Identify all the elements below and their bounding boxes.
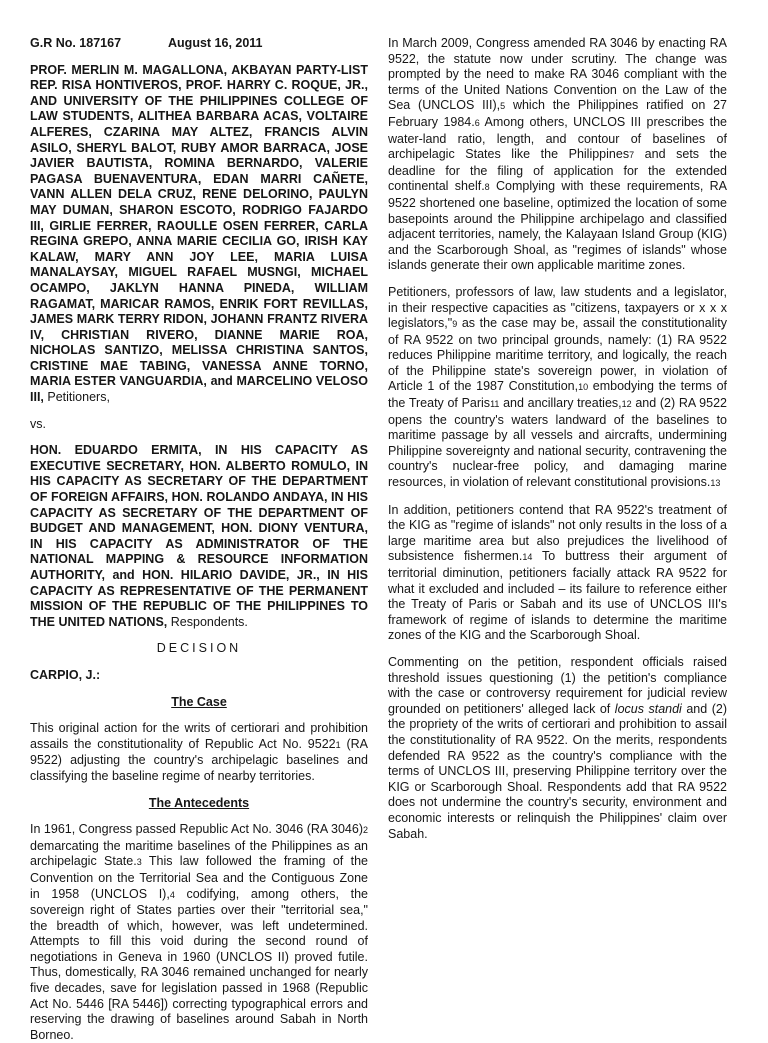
respondents-block (30, 443, 368, 630)
paragraph-antecedents-2 (388, 36, 727, 274)
text-run: and (2) RA 9522 opens the country's waters landward of the baselines to maritime passage by all vessels and aircrafts, undermining Philippine sovereignty and national security, contravening the country's nuclear-free policy, and damaging marine resources, in violation of relevant constitutional provisions. (388, 396, 727, 490)
footnote-ref: 10 (578, 382, 589, 393)
versus: vs. (30, 416, 46, 431)
text-run: This law followed the framing of the Convention on the Territorial Sea and the Contiguous Zone in 1958 (UNCLOS I), (30, 854, 368, 901)
text-run: (RA 9522) adjusting the country's archipelagic baselines and classifying the baseline regime of nearby territories. (30, 736, 368, 783)
footnote-ref: 1 (335, 739, 341, 750)
paragraph-antecedents-5 (388, 655, 727, 842)
text-run: This original action for the writs of certiorari and prohibition assails the constitutionality of Republic Act No. 9522 (30, 721, 368, 751)
footnote-ref: 5 (500, 101, 506, 112)
footnote-ref: 4 (169, 889, 175, 900)
text-run: as the case may be, assail the constitutionality of RA 9522 on two principal grounds, namely: (1) RA 9522 reduces Philippine maritime territory, and logically, the reach of the Philippine state's sovereign power, in violation of Article 1 of the 1987 Constitution, (388, 316, 727, 394)
text-run: embodying the terms of the Treaty of Paris (388, 379, 727, 411)
text-run: Among others, UNCLOS III prescribes the water-land ratio, length, and contour of baselines of archipelagic States like the Philippines (388, 114, 727, 162)
footnote-ref: 12 (621, 399, 632, 410)
text-run: In 1961, Congress passed Republic Act No. 3046 (RA 3046) (30, 822, 363, 837)
footnote-ref: 2 (362, 825, 368, 836)
ponente: CARPIO, J.: (30, 667, 101, 682)
heading-the-case: The Case (171, 694, 227, 709)
text-run: which the Philippines ratified on 27 February 1984. (388, 98, 727, 129)
case-header (30, 36, 368, 52)
footnote-ref: 8 (484, 182, 490, 193)
paragraph-antecedents-3 (388, 285, 727, 492)
case-number: G.R No. 187167 (30, 36, 122, 50)
text-run: and ancillary treaties, (499, 396, 622, 411)
text-run: and sets the deadline for the filing of application for the extended continental shelf. (388, 147, 728, 194)
decision-title: DECISION (156, 641, 242, 656)
right-column (388, 36, 727, 842)
petitioners-block (30, 63, 368, 406)
paragraph-the-case (30, 721, 368, 784)
case-date: August 16, 2011 (168, 36, 263, 50)
italic-term: locus standi (614, 701, 682, 716)
paragraph-antecedents-4 (388, 503, 727, 644)
text-run: Commenting on the petition, respondent officials raised threshold issues questioning (1) the petition's compliance with the case or controversy requirement for judicial review grounded on petitioners' alleged lack of (388, 654, 727, 716)
text-run: In addition, petitioners contend that RA 9522's treatment of the KIG as "regime of islands" not only results in the loss of a large maritime area but also prejudices the livelihood of subsistence fishermen. (388, 502, 727, 564)
paragraph-antecedents-1 (30, 822, 368, 1043)
footnote-ref: 14 (522, 552, 533, 563)
heading-antecedents: The Antecedents (148, 795, 250, 810)
text-run: To buttress their argument of territorial diminution, petitioners facially attack RA 9522 for what it excluded and included – its failure to reference either the Treaty of Paris or Sabah and its use of UNCLOS III's framework of regime of islands to determine the maritime zones of the KIG and the Scarborough Shoal. (388, 549, 727, 643)
respondents-names: HON. EDUARDO ERMITA, IN HIS CAPACITY AS EXECUTIVE SECRETARY, HON. ALBERTO ROMULO, IN HIS CAPACITY AS SECRETARY OF THE DEPARTMENT OF FOREIGN AFFAIRS, HON. ROLANDO ANDAYA, IN HIS CAPACITY AS SECRETARY OF THE DEPARTMENT OF BUDGET AND MANAGEMENT, HON. DIONY VENTURA, IN HIS CAPACITY AS ADMINISTRATOR OF THE NATIONAL MAPPING & RESOURCE INFORMATION AUTHORITY, and HON. HILARIO DAVIDE, JR., IN HIS CAPACITY AS REPRESENTATIVE OF THE PERMANENT MISSION OF THE REPUBLIC OF THE PHILIPPINES TO THE UNITED NATIONS, (30, 443, 368, 629)
respondents-role: Respondents. (170, 614, 248, 629)
footnote-ref: 6 (474, 117, 480, 128)
petitioners-names: PROF. MERLIN M. MAGALLONA, AKBAYAN PARTY-LIST REP. RISA HONTIVEROS, PROF. HARRY C. ROQUE, JR., AND UNIVERSITY OF THE PHILIPPINES COLLEGE OF LAW STUDENTS, ALITHEA BARBARA ACAS, VOLTAIRE ALFERES, CZARINA MAY ALTEZ, FRANCIS ALVIN ASILO, SHERYL BALOT, RUBY AMOR BARRACA, JOSE JAVIER BAUTISTA, ROMINA BERNARDO, VALERIE PAGASA BUENAVENTURA, EDAN MARRI CAÑETE, VANN ALLEN DELA CRUZ, RENE DELORINO, PAULYN MAY DUMAN, SHARON ESCOTO, RODRIGO FAJARDO III, GIRLIE FERRER, RAOULLE OSEN FERRER, CARLA REGINA GREPO, ANNA MARIE CECILIA GO, IRISH KAY KALAW, MARY ANN JOY LEE, MARIA LUISA MANALAYSAY, MIGUEL RAFAEL MUSNGI, MICHAEL OCAMPO, JAKLYN HANNA PINEDA, WILLIAM RAGAMAT, MARICAR RAMOS, ENRIK FORT REVILLAS, JAMES MARK TERRY RIDON, JOHANN FRANTZ RIVERA IV, CHRISTIAN RIVERO, DIANNE MARIE ROA, NICHOLAS SANTIZO, MELISSA CHRISTINA SANTOS, CRISTINE MAE TABING, VANESSA ANNE TORNO, MARIA ESTER VANGUARDIA, and MARCELINO VELOSO III, (30, 62, 368, 405)
petitioners-role: Petitioners, (47, 390, 110, 405)
footnote-ref: 3 (136, 857, 142, 868)
text-run: Petitioners, professors of law, law students and a legislator, in their respective capacities as "citizens, taxpayers or x x x legislators," (388, 284, 727, 331)
text-run: and (2) the propriety of the writs of certiorari and prohibition to assail the constitutionality of RA 9522. On the merits, respondents defended RA 9522 as the country's compliance with the terms of UNCLOS III, preserving Philippine territory over the KIG or Scarborough Shoal. Respondents add that RA 9522 does not undermine the country's security, environment and economic interests or relinquish the Philippines' claim over Sabah. (388, 701, 727, 841)
text-run: demarcating the maritime baselines of the Philippines as an archipelagic State. (30, 838, 368, 869)
footnote-ref: 7 (629, 150, 635, 161)
footnote-ref: 11 (490, 399, 500, 410)
footnote-ref: 9 (452, 319, 458, 330)
text-run: In March 2009, Congress amended RA 3046 by enacting RA 9522, the statute now under scrutiny. The change was prompted by the need to make RA 3046 compliant with the terms of the United Nations Convention on the Law of the Sea (UNCLOS III), (388, 36, 727, 113)
left-column (30, 36, 368, 1043)
text-run: codifying, among others, the sovereign right of States parties over their "territorial sea," the breadth of which, however, was left undetermined. Attempts to fill this void during the second round of negotiations in Geneva in 1960 (UNCLOS II) proved futile. Thus, domestically, RA 3046 remained unchanged for nearly five decades, save for legislation passed in 1968 (Republic Act No. 5446 [RA 5446]) correcting typographical errors and reserving the drawing of baselines around Sabah in North Borneo. (30, 886, 368, 1042)
text-run: Complying with these requirements, RA 9522 shortened one baseline, optimized the location of some basepoints around the Philippine archipelago and classified adjacent territories, namely, the Kalayaan Island Group (KIG) and the Scarborough Shoal, as "regimes of islands" whose islands generate their own applicable maritime zones. (388, 179, 727, 273)
footnote-ref: 13 (710, 478, 721, 489)
